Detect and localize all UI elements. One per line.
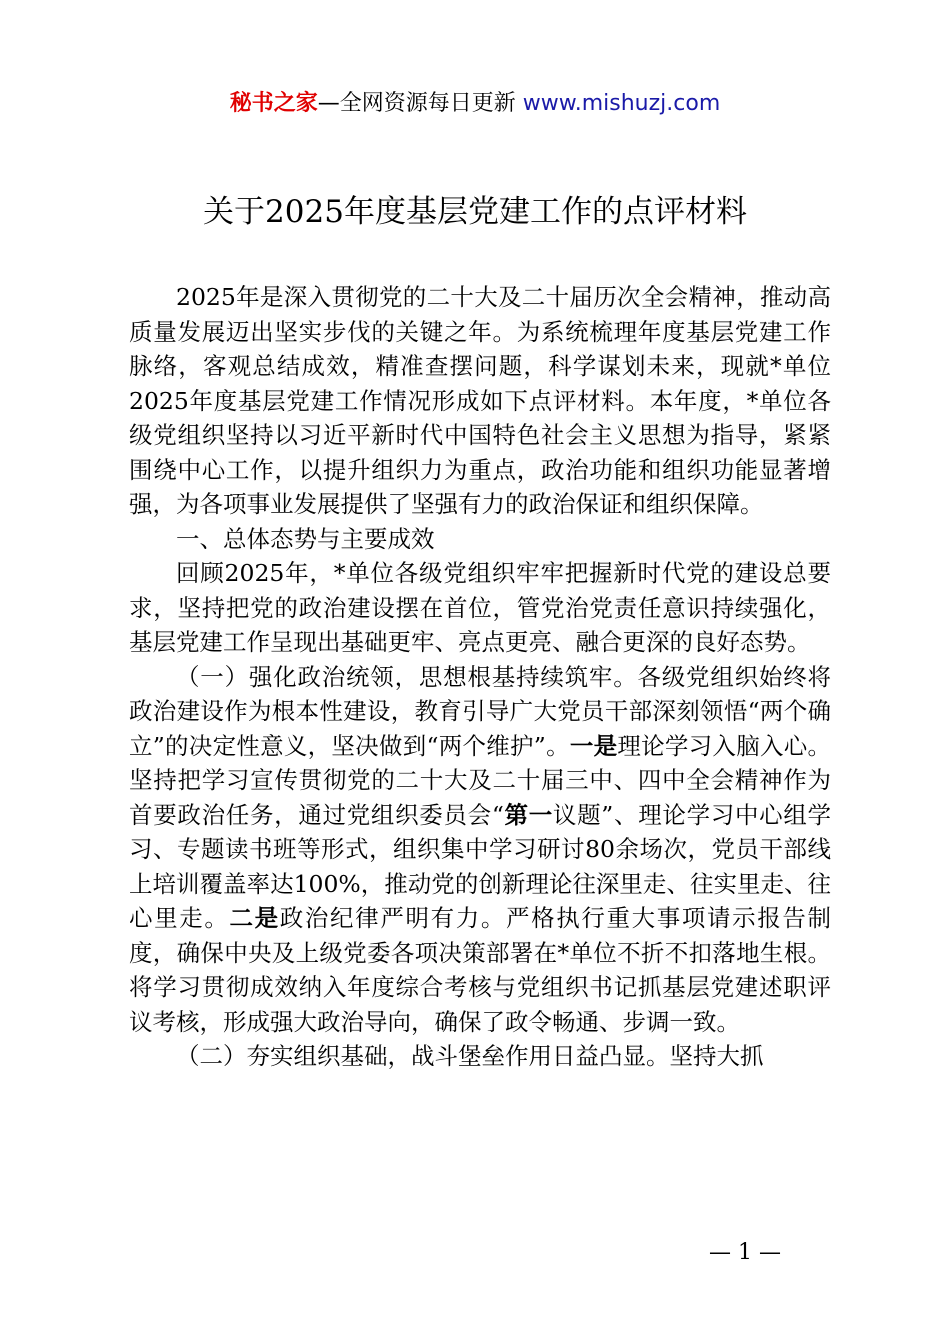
emphasis-first-topic: 第一 xyxy=(503,800,553,829)
site-header xyxy=(0,86,950,122)
paragraph-text: 理论学习入脑入心。坚持把学习宣传贯彻党的二十大及二十届三中、四中全会精神作为首要政治任务，通过党组织委员会“ xyxy=(129,731,831,829)
emphasis-second: 二是 xyxy=(229,904,280,932)
political-leadership-paragraph xyxy=(129,660,831,1040)
page-number: — 1 — xyxy=(709,1240,781,1265)
paragraph-text: 政治纪律严明有力。严格执行重大事项请示报告制度，确保中央及上级党委各项决策部署在*单位不折不扣落地生根。将学习贯彻成效纳入年度综合考核与党组织书记抓基层党建述职评议考核，形成强大政治导向，确保了政令畅通、步调一致。 xyxy=(129,904,832,1036)
organization-paragraph: （二）夯实组织基础，战斗堡垒作用日益凸显。坚持大抓 xyxy=(176,1042,764,1070)
site-link[interactable]: www.mishuzj.com xyxy=(522,91,721,116)
paragraph-text: 议题”、理论学习中心组学习、专题读书班等形式，组织集中学习研讨80余场次，党员干部线上培训覆盖率达100%，推动党的创新理论往深里走、往实里走、往心里走。 xyxy=(129,800,832,932)
document-title: 关于2025年度基层党建工作的点评材料 xyxy=(203,194,747,230)
intro-paragraph: 2025年是深入贯彻党的二十大及二十届历次全会精神，推动高质量发展迈出坚实步伐的关键之年。为系统梳理年度基层党建工作脉络，客观总结成效，精准查摆问题，科学谋划未来，现就*单位2025年度基层党建工作情况形成如下点评材料。本年度，*单位各级党组织坚持以习近平新时代中国特色社会主义思想为指导，紧紧围绕中心工作，以提升组织力为重点，政治功能和组织功能显著增强，为各项事业发展提供了坚强有力的政治保证和组织保障。 xyxy=(129,283,831,518)
header-tagline: —全网资源每日更新 xyxy=(317,91,523,116)
paragraph-text: （一）强化政治统领，思想根基持续筑牢。各级党组织始终将政治建设作为根本性建设，教育引导广大党员干部深刻领悟“两个确立”的决定性意义，坚决做到“两个维护”。 xyxy=(129,662,831,760)
overview-paragraph: 回顾2025年，*单位各级党组织牢牢把握新时代党的建设总要求，坚持把党的政治建设摆在首位，管党治党责任意识持续强化，基层党建工作呈现出基础更牢、亮点更亮、融合更深的良好态势。 xyxy=(129,559,831,656)
document-body xyxy=(129,280,831,1074)
section-heading: 一、总体态势与主要成效 xyxy=(176,524,435,553)
emphasis-first: 一是 xyxy=(569,731,618,760)
brand-name: 秘书之家 xyxy=(229,91,318,116)
